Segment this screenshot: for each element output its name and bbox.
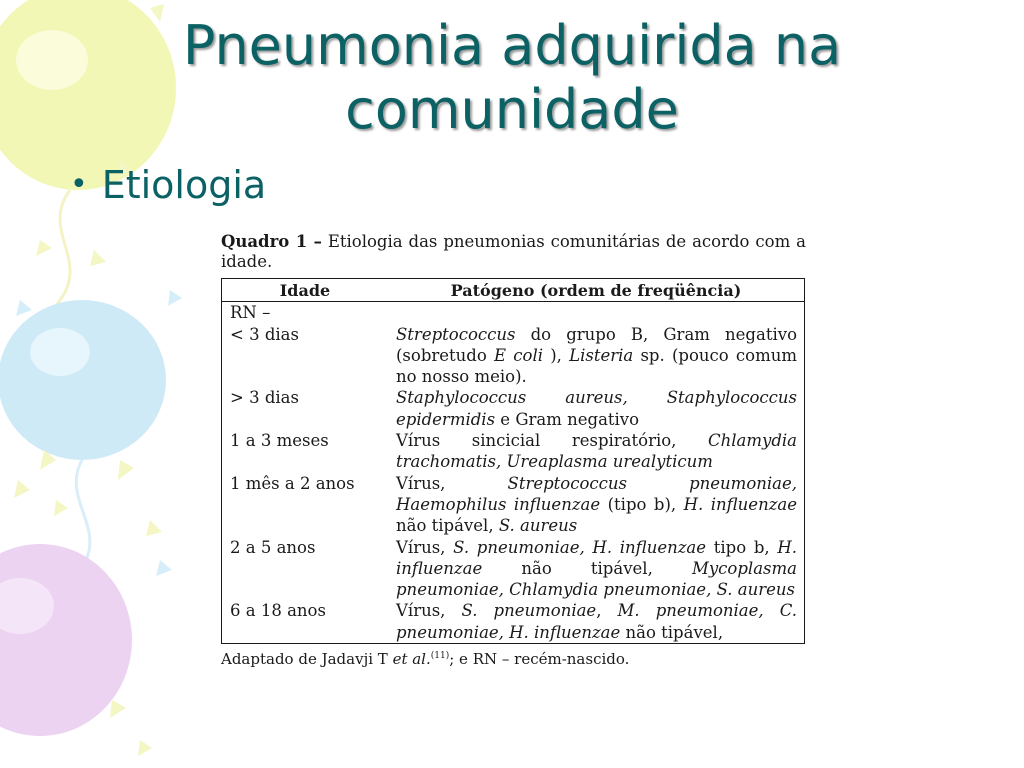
- table-footnote: [221, 646, 806, 669]
- pathogen-text: sp. (pouco comum no nosso meio).: [396, 345, 797, 387]
- pathogen-cell: [388, 473, 805, 537]
- pathogen-name-italic: S. pneumoniae: [461, 601, 597, 621]
- pathogen-name-italic: H. influenzae: [683, 494, 797, 514]
- table-row: [222, 324, 805, 388]
- pathogen-text: Vírus sincicial respiratório,: [396, 431, 708, 451]
- age-cell: 2 a 5 anos: [230, 537, 316, 557]
- table-row: [222, 387, 805, 430]
- blue-balloon: [0, 300, 166, 570]
- pathogen-cell: [388, 324, 805, 388]
- age-cell: 1 mês a 2 anos: [230, 473, 355, 493]
- pathogen-text: Vírus,: [396, 537, 454, 557]
- table-row: [222, 430, 805, 473]
- pathogen-text: não tipável,: [396, 516, 499, 536]
- etiology-table: [221, 278, 805, 644]
- age-cell: 1 a 3 meses: [230, 431, 329, 451]
- bullet-dot-icon: •: [70, 167, 88, 202]
- pathogen-name-italic: M. pneumoniae, C. pneumoniae, H. influenzae: [396, 601, 798, 642]
- bullet-text: Etiologia: [101, 163, 267, 207]
- table-row: [222, 473, 805, 537]
- pathogen-text: (tipo b),: [600, 494, 684, 514]
- pathogen-name-italic: Staphylococcus aureus, Staphylococcus epidermidis: [396, 388, 797, 429]
- pathogen-name-italic: S. pneumoniae, H. influenzae: [453, 537, 707, 557]
- footnote-source: Adaptado de Jadavji T: [221, 650, 393, 669]
- pathogen-cell: [388, 302, 805, 324]
- pathogen-text: não tipável,: [620, 622, 724, 642]
- table-body: [222, 302, 805, 644]
- pathogen-cell: [388, 600, 805, 643]
- age-cell: < 3 dias: [230, 324, 299, 344]
- footnote-reference: (11): [430, 651, 450, 662]
- table-row: [222, 302, 805, 324]
- pathogen-cell: [388, 387, 805, 430]
- etiology-table-figure: [221, 232, 806, 669]
- pathogen-name-italic: Mycoplasma pneumoniae, Chlamydia pneumoniae, S. aureus: [396, 558, 797, 600]
- pathogen-name-italic: H. influenzae: [396, 537, 798, 578]
- age-cell: 6 a 18 anos: [230, 601, 326, 621]
- pathogen-text: ,: [596, 601, 618, 621]
- footnote-abbreviation: ; e RN – recém-nascido.: [449, 650, 630, 669]
- pathogen-text: tipo b,: [706, 537, 778, 557]
- table-row: [222, 537, 805, 601]
- age-cell: > 3 dias: [230, 388, 299, 408]
- pathogen-name-italic: Streptococcus: [396, 324, 516, 344]
- footnote-etal: et al.: [392, 650, 431, 669]
- table-caption-text: Etiologia das pneumonias comunitárias de acordo com a idade.: [221, 232, 807, 271]
- column-header-age: Idade: [222, 279, 389, 302]
- age-cell: RN –: [230, 303, 271, 323]
- pathogen-name-italic: Streptococcus pneumoniae, Haemophilus influenzae: [396, 473, 798, 514]
- pathogen-cell: [388, 430, 805, 473]
- pathogen-text: do grupo B, Gram negativo (sobretudo: [396, 324, 797, 365]
- bullet-item: [70, 160, 266, 214]
- pathogen-name-italic: S. aureus: [498, 516, 578, 536]
- slide-title-line1: Pneumonia adquirida na: [182, 14, 842, 77]
- slide-title: [40, 14, 984, 142]
- slide-title-line2: comunidade: [345, 78, 679, 141]
- table-row: [222, 600, 805, 643]
- pathogen-name-italic: E coli: [494, 345, 544, 365]
- pathogen-name-italic: Chlamydia trachomatis, Ureaplasma urealyticum: [396, 431, 797, 472]
- pathogen-text: Vírus,: [396, 601, 462, 621]
- table-header-row: [222, 279, 805, 302]
- pathogen-cell: [388, 537, 805, 601]
- pathogen-text: ),: [543, 345, 570, 365]
- pathogen-text: não tipável,: [482, 558, 692, 578]
- pathogen-text: Vírus,: [396, 473, 508, 493]
- column-header-pathogen: Patógeno (ordem de freqüência): [388, 279, 805, 302]
- table-caption-label: Quadro 1 –: [221, 232, 322, 251]
- pathogen-text: e Gram negativo: [495, 409, 640, 429]
- pathogen-name-italic: Listeria: [569, 345, 634, 365]
- table-caption: [221, 232, 806, 272]
